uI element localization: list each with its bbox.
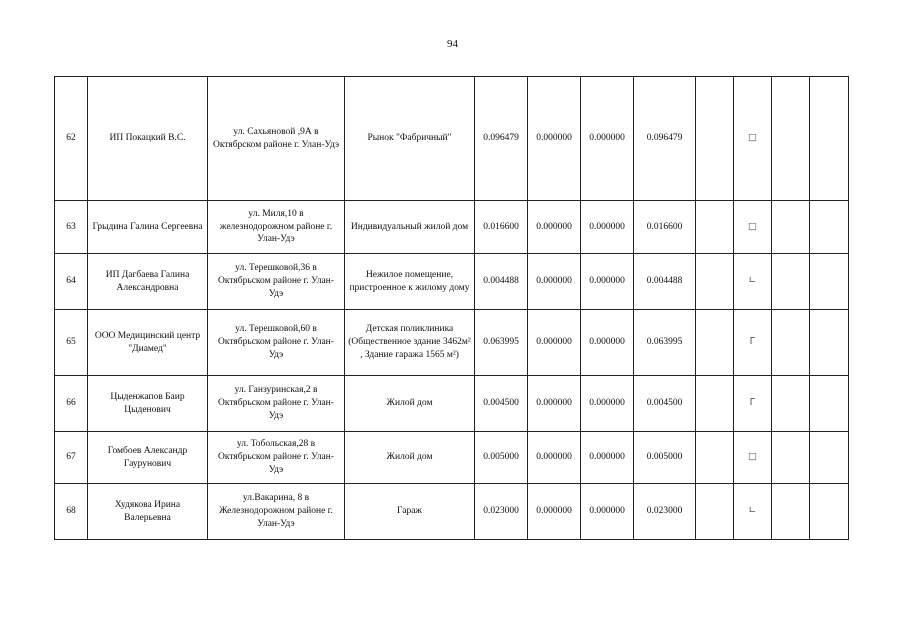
empty-cell	[696, 77, 734, 201]
value-cell-2: 0.000000	[528, 310, 581, 376]
row-number: 65	[55, 310, 88, 376]
row-number: 62	[55, 77, 88, 201]
empty-cell	[810, 201, 849, 254]
mark-cell: Г	[734, 376, 772, 432]
object-cell: Жилой дом	[345, 376, 475, 432]
value-cell-2: 0.000000	[528, 254, 581, 310]
value-cell-3: 0.000000	[581, 484, 634, 540]
table-row	[55, 310, 849, 376]
page-number: 94	[447, 38, 458, 50]
value-cell-2: 0.000000	[528, 77, 581, 201]
row-number: 64	[55, 254, 88, 310]
address-cell: ул. Сахьяновой ,9А в Октябрском районе г. Улан-Удэ	[208, 77, 345, 201]
value-cell-3: 0.000000	[581, 376, 634, 432]
value-cell-3: 0.000000	[581, 432, 634, 484]
value-cell-1: 0.096479	[475, 77, 528, 201]
empty-cell	[810, 432, 849, 484]
address-cell: ул.Вакарина, 8 в Железнодорожном районе г. Улан-Удэ	[208, 484, 345, 540]
object-cell: Индивидуальный жилой дом	[345, 201, 475, 254]
mark-cell: □	[734, 77, 772, 201]
table-row	[55, 484, 849, 540]
empty-cell	[696, 254, 734, 310]
empty-cell	[696, 376, 734, 432]
mark-cell: □	[734, 201, 772, 254]
owner-cell: ИП Покацкий В.С.	[88, 77, 208, 201]
object-cell: Гараж	[345, 484, 475, 540]
empty-cell	[696, 201, 734, 254]
value-cell-3: 0.000000	[581, 254, 634, 310]
empty-cell	[772, 77, 810, 201]
address-cell: ул. Тобольская,28 в Октябрьском районе г. Улан-Удэ	[208, 432, 345, 484]
value-cell-4: 0.063995	[634, 310, 696, 376]
object-cell: Жилой дом	[345, 432, 475, 484]
empty-cell	[772, 254, 810, 310]
owner-cell: Гомбоев Александр Гаурунович	[88, 432, 208, 484]
mark-cell: □	[734, 432, 772, 484]
value-cell-1: 0.004500	[475, 376, 528, 432]
value-cell-4: 0.096479	[634, 77, 696, 201]
mark-cell: Г	[734, 310, 772, 376]
value-cell-1: 0.016600	[475, 201, 528, 254]
address-cell: ул. Миля,10 в железнодорожном районе г. Улан-Удэ	[208, 201, 345, 254]
value-cell-1: 0.005000	[475, 432, 528, 484]
row-number: 67	[55, 432, 88, 484]
owner-cell: Грыдина Галина Сергеевна	[88, 201, 208, 254]
empty-cell	[772, 432, 810, 484]
value-cell-3: 0.000000	[581, 77, 634, 201]
value-cell-1: 0.023000	[475, 484, 528, 540]
empty-cell	[810, 254, 849, 310]
value-cell-4: 0.016600	[634, 201, 696, 254]
empty-cell	[810, 484, 849, 540]
row-number: 63	[55, 201, 88, 254]
value-cell-1: 0.004488	[475, 254, 528, 310]
empty-cell	[810, 310, 849, 376]
value-cell-2: 0.000000	[528, 376, 581, 432]
value-cell-4: 0.004488	[634, 254, 696, 310]
mark-cell: ∟	[734, 254, 772, 310]
value-cell-2: 0.000000	[528, 484, 581, 540]
value-cell-4: 0.004500	[634, 376, 696, 432]
empty-cell	[696, 432, 734, 484]
value-cell-4: 0.023000	[634, 484, 696, 540]
empty-cell	[810, 77, 849, 201]
value-cell-3: 0.000000	[581, 201, 634, 254]
object-cell: Нежилое помещение, пристроенное к жилому дому	[345, 254, 475, 310]
empty-cell	[810, 376, 849, 432]
mark-cell: ∟	[734, 484, 772, 540]
owner-cell: Худякова Ирина Валерьевна	[88, 484, 208, 540]
object-cell: Детская поликлиника (Общественное здание 3462м² , Здание гаража 1565 м²)	[345, 310, 475, 376]
address-cell: ул. Ганзуринская,2 в Октябрьском районе г. Улан-Удэ	[208, 376, 345, 432]
records-table	[54, 76, 849, 540]
empty-cell	[772, 376, 810, 432]
value-cell-2: 0.000000	[528, 432, 581, 484]
table-row	[55, 432, 849, 484]
empty-cell	[772, 310, 810, 376]
row-number: 68	[55, 484, 88, 540]
row-number: 66	[55, 376, 88, 432]
owner-cell: ИП Дагбаева Галина Александровна	[88, 254, 208, 310]
table-row	[55, 254, 849, 310]
table-row	[55, 77, 849, 201]
value-cell-3: 0.000000	[581, 310, 634, 376]
value-cell-1: 0.063995	[475, 310, 528, 376]
table-row	[55, 201, 849, 254]
empty-cell	[696, 310, 734, 376]
table-row	[55, 376, 849, 432]
value-cell-4: 0.005000	[634, 432, 696, 484]
owner-cell: ООО Медицинский центр "Диамед"	[88, 310, 208, 376]
owner-cell: Цыденжапов Баир Цыденович	[88, 376, 208, 432]
value-cell-2: 0.000000	[528, 201, 581, 254]
address-cell: ул. Терешковой,36 в Октябрьском районе г. Улан-Удэ	[208, 254, 345, 310]
address-cell: ул. Терешковой,60 в Октябрьском районе г. Улан-Удэ	[208, 310, 345, 376]
object-cell: Рынок "Фабричный"	[345, 77, 475, 201]
empty-cell	[772, 201, 810, 254]
empty-cell	[772, 484, 810, 540]
empty-cell	[696, 484, 734, 540]
